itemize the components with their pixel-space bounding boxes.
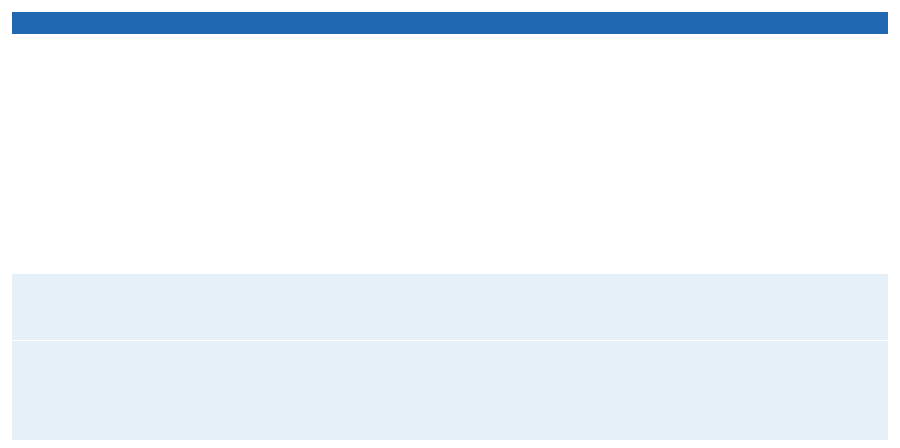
model-1: [148, 12, 272, 34]
model-3: [398, 12, 520, 34]
encoder-abs-socket-row: [12, 414, 888, 440]
encoder-socket-row: [12, 364, 888, 388]
winding-row-2: [12, 296, 888, 318]
winding-row-1: [12, 274, 888, 296]
model-6: [766, 12, 888, 34]
winding-note-row: [12, 318, 888, 340]
model-4: [520, 12, 644, 34]
winding-note: [150, 318, 550, 340]
encoder-abs-signal-row: [12, 388, 888, 414]
header-label: [12, 12, 148, 34]
header-row: [12, 12, 888, 34]
encoder-signal-row: [12, 340, 888, 364]
model-2: [272, 12, 398, 34]
model-5: [644, 12, 766, 34]
